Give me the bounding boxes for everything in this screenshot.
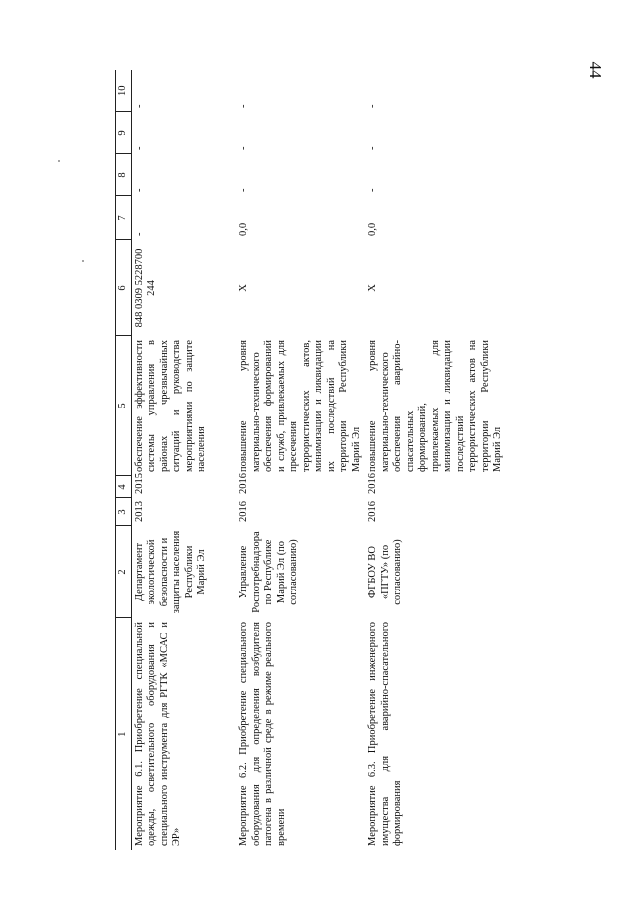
executor: Управление Роспотребнадзора по Республике Марий Эл (по согласованию) — [238, 531, 299, 613]
end-year: 2016 — [238, 473, 249, 494]
budget-code: X — [238, 284, 249, 292]
table-row — [365, 70, 507, 850]
value-col-8: - — [367, 188, 378, 192]
table-row — [236, 70, 365, 850]
table-row — [131, 70, 236, 850]
measure-name: Мероприятие 6.3. Приобретение инженерного имущества для аварийно-спасательного формирования — [367, 622, 403, 846]
executor: Департамент экологической безопасности и защиты населения Республики Марий Эл — [133, 530, 207, 614]
measures-table — [115, 70, 507, 850]
value-col-7: 0,0 — [238, 222, 249, 236]
value-col-9: - — [238, 146, 249, 150]
value-col-9: - — [367, 146, 378, 150]
value-col-10: - — [367, 104, 378, 108]
value-col-7: 0,0 — [367, 222, 378, 236]
col-header-4: 4 — [116, 476, 132, 498]
value-col-8: - — [238, 188, 249, 192]
col-header-8: 8 — [116, 154, 132, 196]
measure-name: Мероприятие 6.2. Приобретение специального оборудования для определения возбудителя патогена в различной среде в режиме реального времени — [238, 622, 287, 846]
col-header-10: 10 — [116, 70, 132, 112]
end-year: 2015 — [133, 473, 145, 494]
col-header-2: 2 — [116, 526, 132, 618]
budget-code: 848 0309 5228700 244 — [133, 248, 157, 328]
page-number: 44 — [586, 61, 605, 79]
col-header-7: 7 — [116, 196, 132, 240]
executor: ФГБОУ ВО «ПГТУ» (по согласованию) — [367, 539, 403, 605]
value-col-10: - — [238, 104, 249, 108]
measure-name: Мероприятие 6.1. Приобретение специальной одежды, осветительного оборудования и специального инструмента для РГТК «МСАС и ЭР» — [133, 622, 182, 846]
col-header-6: 6 — [116, 240, 132, 336]
value-col-10: - — [133, 104, 145, 108]
expected-result: повышение уровня материально-технического обеспечения формирований и служб, привлекаемых для пресечения террористических актов, минимизации и ликвидации их последствий на территории Республики Марий Эл — [238, 340, 362, 472]
expected-result: повышение уровня материально-технического обеспечения аварийно-спасательных формирований, привлекаемых для минимизации и ликвидации последствий террористических актов на территории Республики Марий Эл — [367, 340, 503, 472]
rotated-table-container — [115, 70, 565, 850]
value-col-9: - — [133, 146, 145, 150]
col-header-1: 1 — [116, 618, 132, 850]
col-header-5: 5 — [116, 336, 132, 476]
scan-speck — [82, 260, 84, 262]
start-year: 2013 — [133, 501, 145, 522]
scan-speck — [58, 160, 60, 162]
start-year: 2016 — [238, 501, 249, 522]
header-row — [116, 70, 132, 850]
expected-result: обеспечение эффективности системы управления в районах чрезвычайных ситуаций и руководства мероприятиями по защите населения — [133, 340, 207, 472]
start-year: 2016 — [367, 501, 378, 522]
value-col-7: - — [133, 232, 145, 236]
col-header-9: 9 — [116, 112, 132, 154]
end-year: 2016 — [367, 473, 378, 494]
value-col-8: - — [133, 188, 145, 192]
budget-code: X — [367, 284, 378, 292]
col-header-3: 3 — [116, 498, 132, 526]
